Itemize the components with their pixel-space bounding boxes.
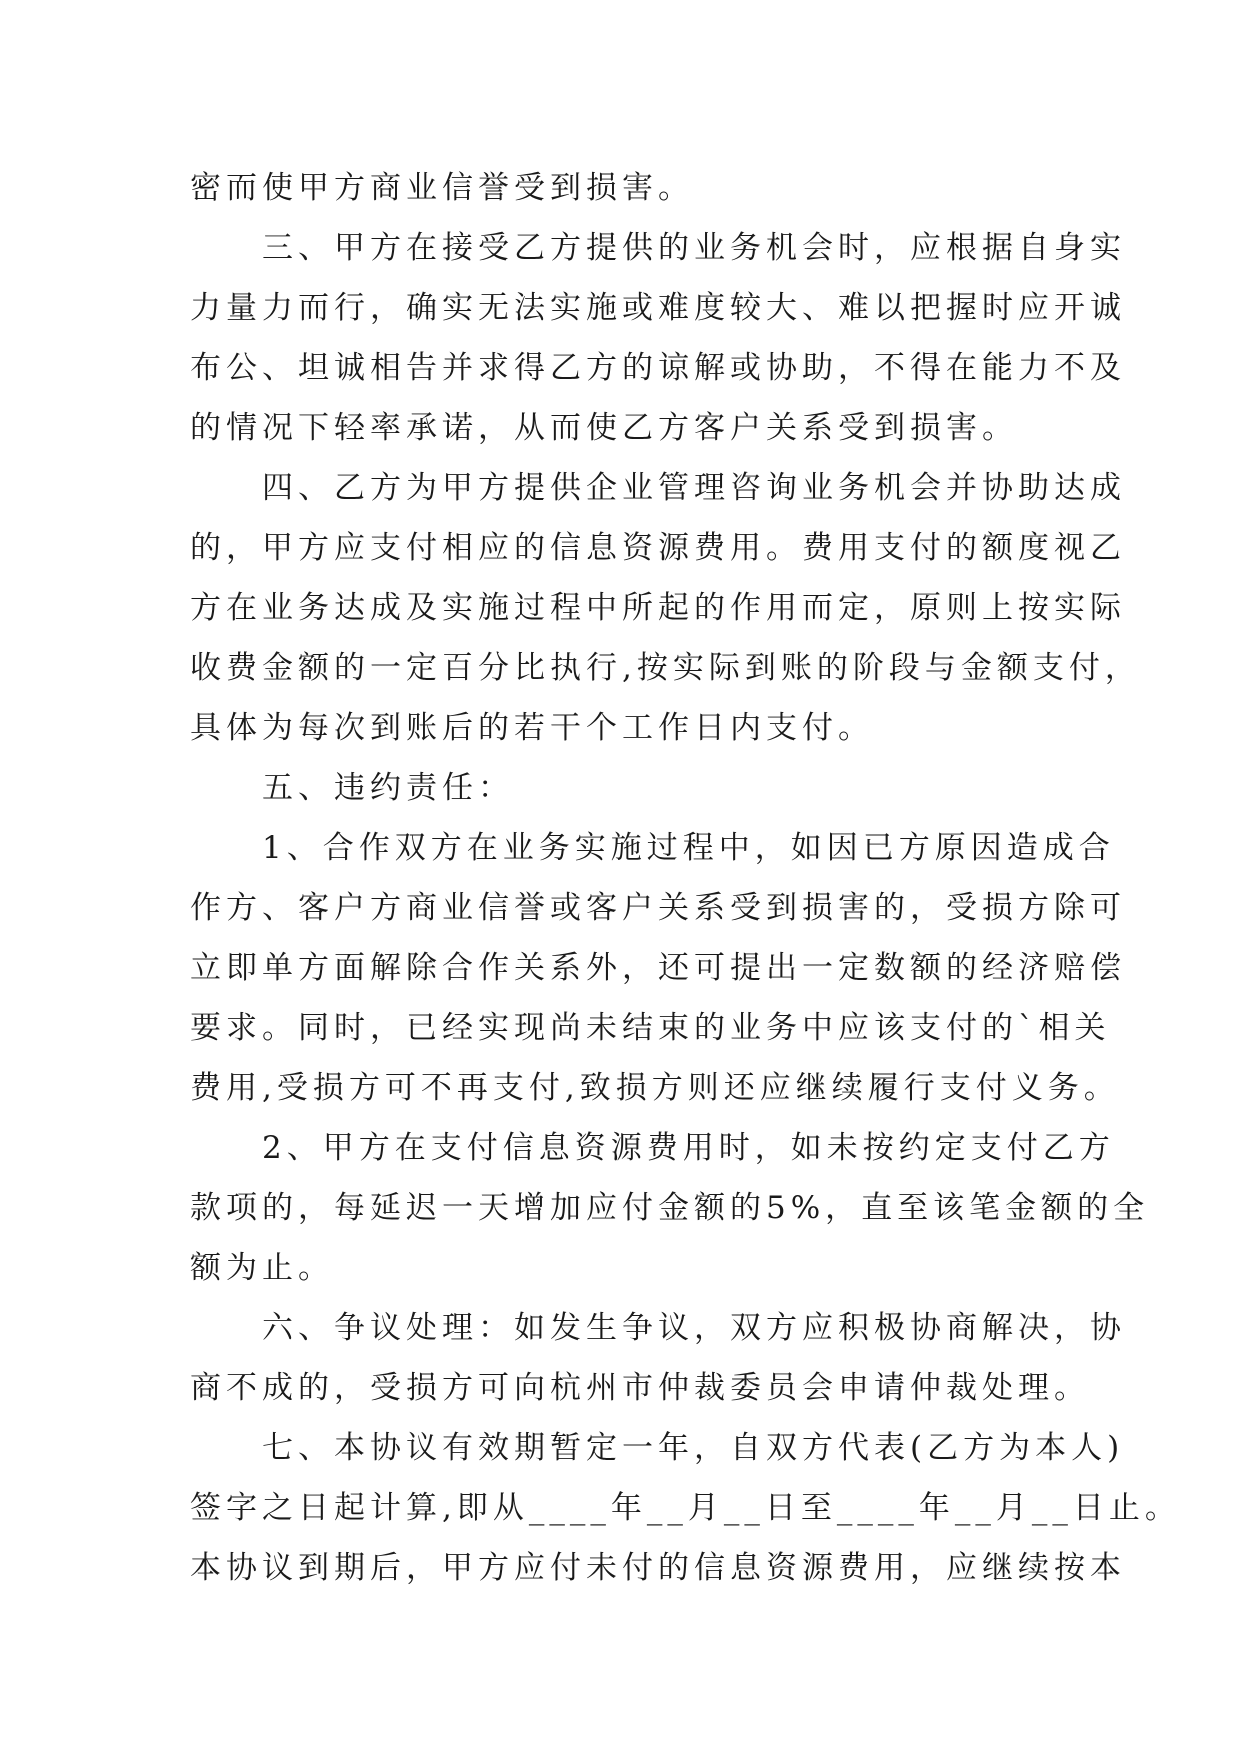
text-line: 费用,受损方可不再支付,致损方则还应继续履行支付义务。 [190,1070,1120,1106]
text-line: 本协议到期后，甲方应付未付的信息资源费用，应继续按本 [190,1550,1126,1586]
text-line: 四、乙方为甲方提供企业管理咨询业务机会并协助达成 [190,470,1126,506]
text-line: 具体为每次到账后的若干个工作日内支付。 [190,710,874,746]
text-line: 要求。同时，已经实现尚未结束的业务中应该支付的`相关 [190,1010,1111,1046]
text-line: 额为止。 [190,1250,334,1286]
text-line: 收费金额的一定百分比执行,按实际到账的阶段与金额支付， [190,650,1141,686]
text-line: 三、甲方在接受乙方提供的业务机会时，应根据自身实 [190,230,1126,266]
text-line: 力量力而行，确实无法实施或难度较大、难以把握时应开诚 [190,290,1126,326]
text-line: 款项的，每延迟一天增加应付金额的5%，直至该笔金额的全 [190,1190,1150,1226]
text-line: 密而使甲方商业信誉受到损害。 [190,170,694,206]
text-line: 商不成的，受损方可向杭州市仲裁委员会申请仲裁处理。 [190,1370,1090,1406]
document-body [190,158,1181,1598]
text-line: 五、违约责任： [190,770,514,806]
text-line: 七、本协议有效期暂定一年，自双方代表(乙方为本人) [190,1430,1125,1466]
text-line: 签字之日起计算,即从____年__月__日至____年__月__日止。 [190,1490,1181,1526]
text-line: 的，甲方应支付相应的信息资源费用。费用支付的额度视乙 [190,530,1126,566]
text-line: 布公、坦诚相告并求得乙方的谅解或协助，不得在能力不及 [190,350,1126,386]
text-line: 方在业务达成及实施过程中所起的作用而定，原则上按实际 [190,590,1126,626]
text-line: 六、争议处理：如发生争议，双方应积极协商解决，协 [190,1310,1126,1346]
text-line: 作方、客户方商业信誉或客户关系受到损害的，受损方除可 [190,890,1126,926]
text-line: 立即单方面解除合作关系外，还可提出一定数额的经济赔偿 [190,950,1126,986]
text-line: 2、甲方在支付信息资源费用时，如未按约定支付乙方 [190,1130,1115,1166]
text-line: 的情况下轻率承诺，从而使乙方客户关系受到损害。 [190,410,1018,446]
text-line: 1、合作双方在业务实施过程中，如因已方原因造成合 [190,830,1115,866]
